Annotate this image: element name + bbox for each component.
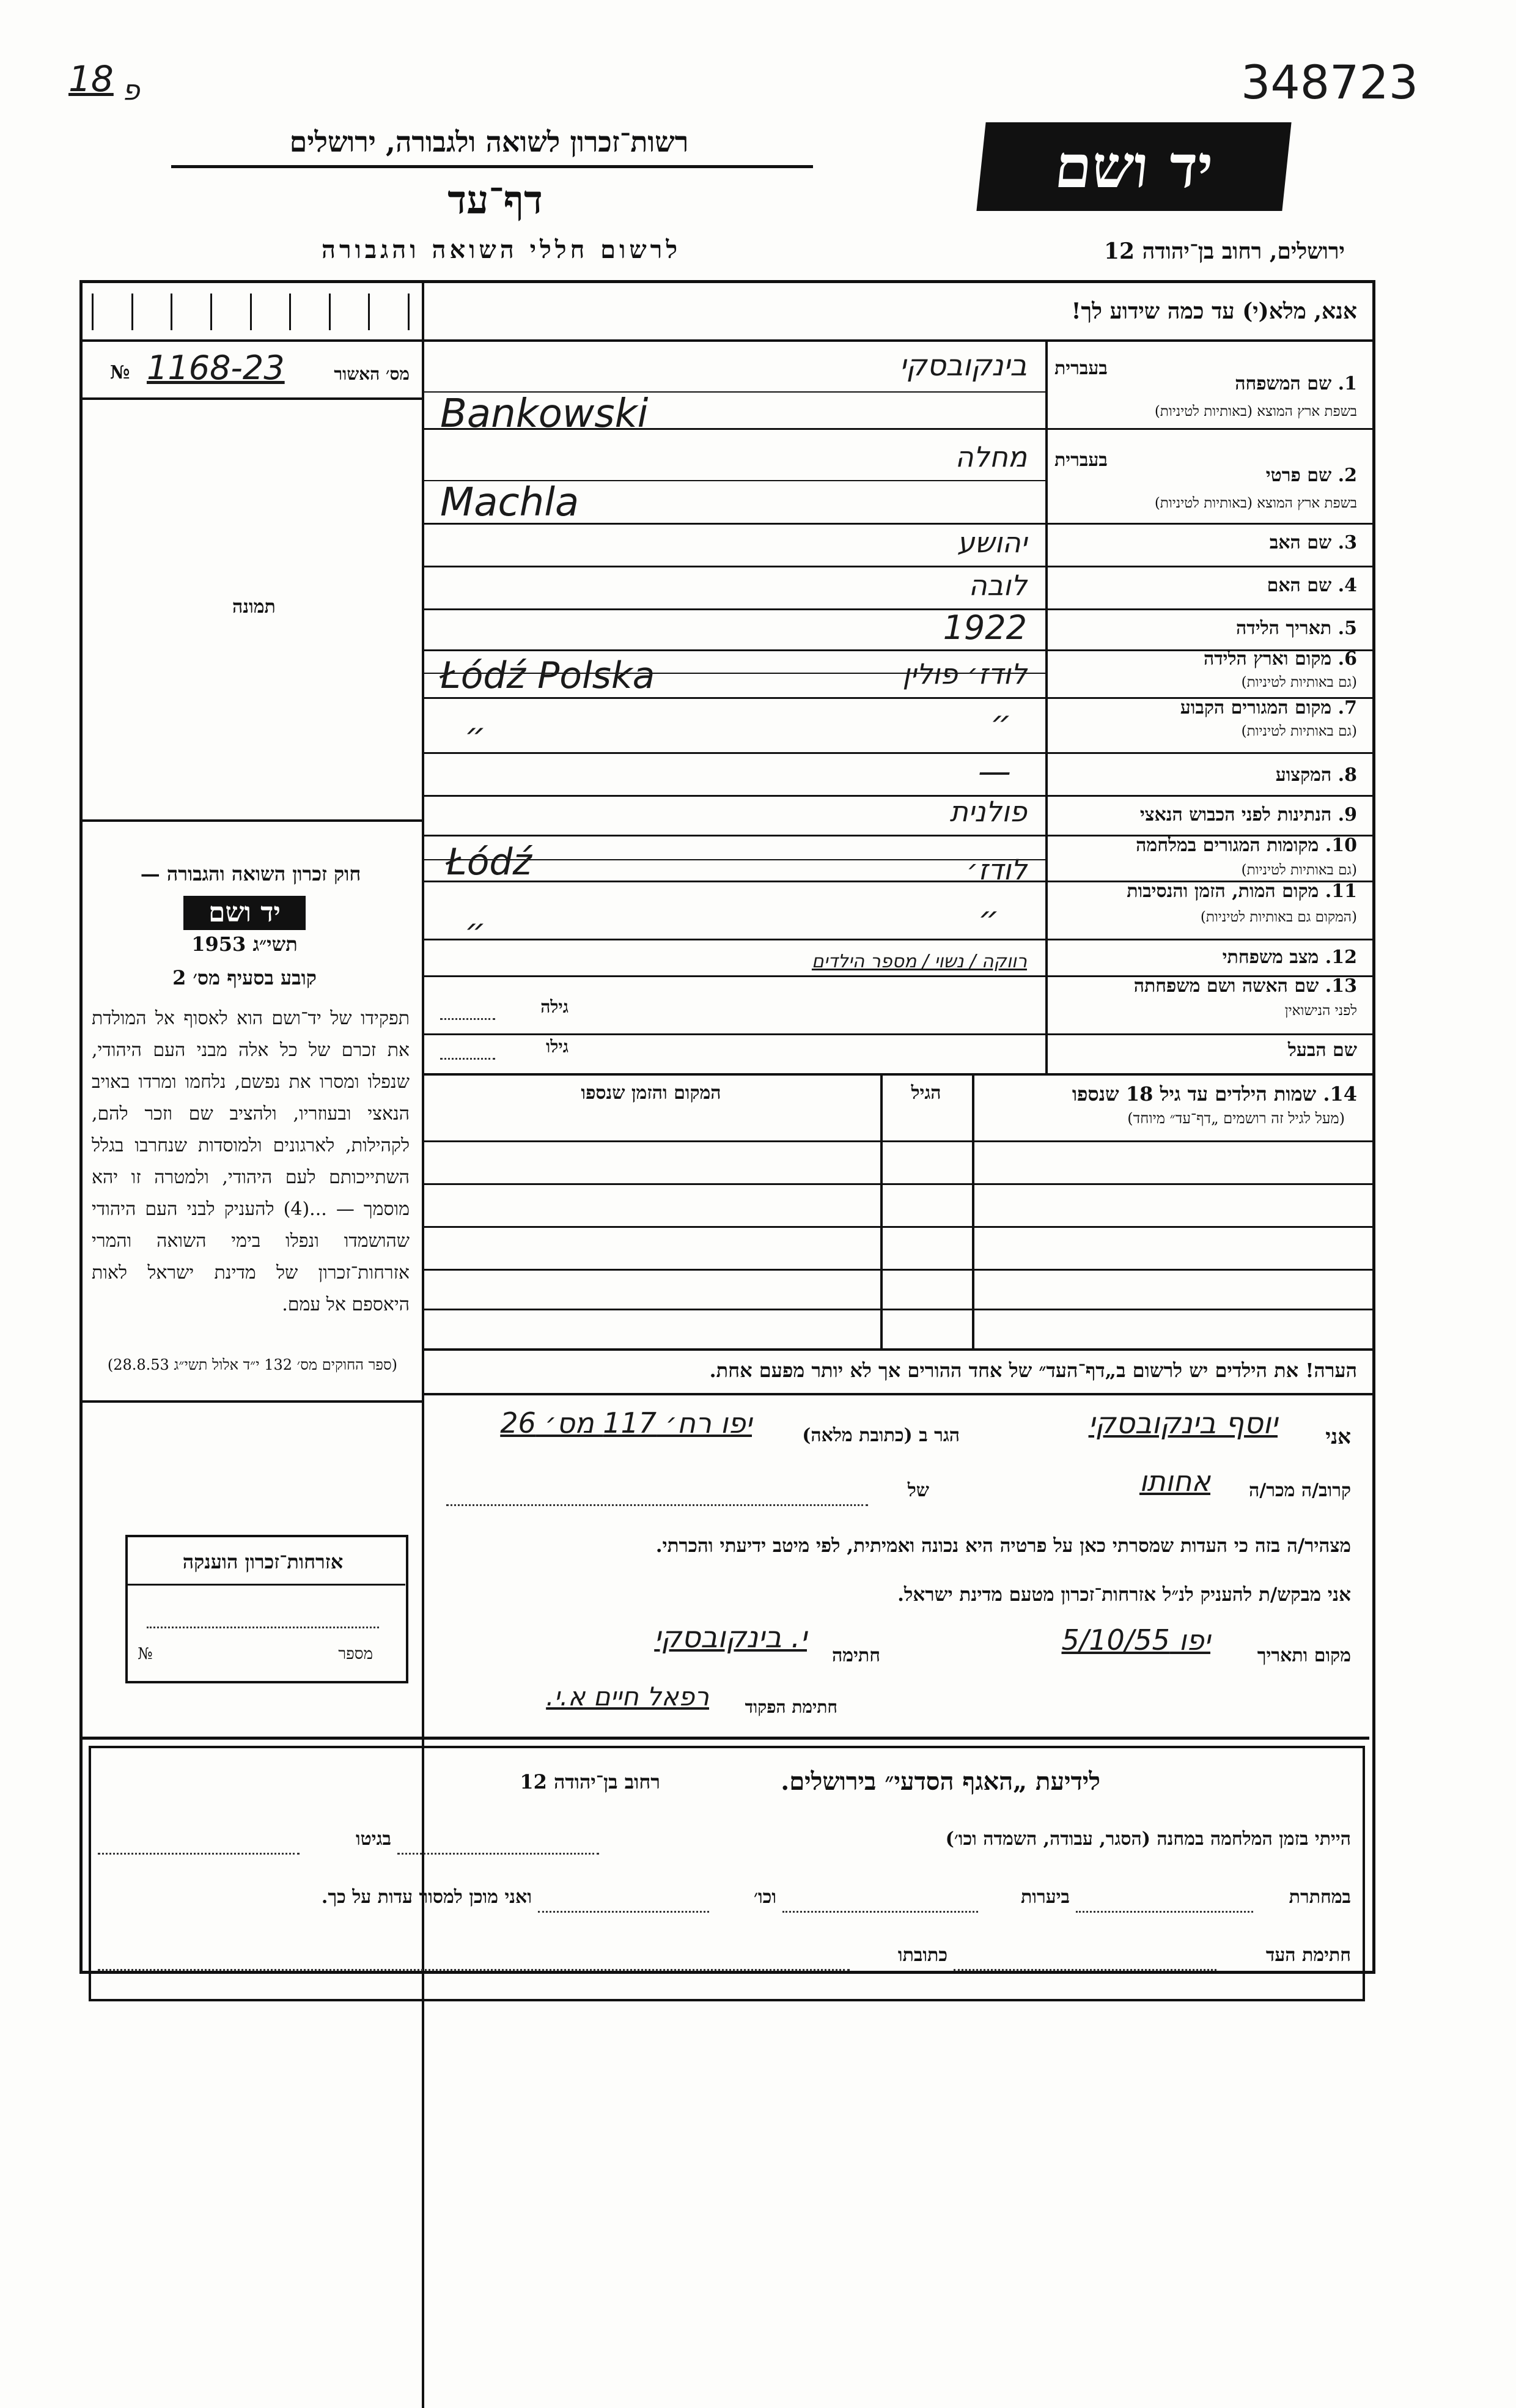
field-sublabel-7: (גם באותיות לטיניות) [1241,723,1357,739]
field-sublabel-13: לפני הנישואין [1284,1003,1357,1019]
form-subtitle: לרשום חללי השואה והגבורה [321,235,682,264]
field-sublabel-2: בשפת ארץ המוצא (באותיות לטיניות) [1154,495,1357,511]
wartime-residence-hebrew: לודז׳ [966,853,1027,886]
field-label-6: 6. מקום וארץ הלידה [1203,648,1357,670]
instruction: אנא, מלא(י) עד כמה שידוע לך! [1071,298,1357,324]
field-label-2: 2. שם פרטי [1265,465,1357,486]
law-year: תשי״ג 1953 [191,933,298,956]
declarant-signature: י. בינקובסקי [654,1620,807,1655]
footer-witness-signature-label: חתימת העד [1265,1944,1351,1966]
footer-forests-label: ביערות [1020,1886,1070,1908]
children-subheader: (מעל לגיל זה רושמים „דף־עד״ מיוחד) [1127,1110,1345,1127]
relation-value: אחותו [1139,1464,1210,1498]
corner-mark-right: פ [122,73,140,106]
yad-vashem-logo: יד ושם [976,122,1291,211]
relation-of: של [907,1480,929,1501]
declarant-name: יוסף בינקובסקי [1088,1406,1278,1441]
footer-witness-address-label: כתובתו [897,1944,948,1966]
hebrew-label-1: בעברית [1054,358,1108,379]
firstname-latin: Machla [440,480,580,525]
children-col-place: המקום והזמן שנספו [581,1082,721,1104]
age-dots [440,1018,495,1020]
signature-label: חתימה [832,1645,880,1666]
birthplace-hebrew: לודז׳ פולין [902,657,1027,690]
form-title: דף־עד [447,177,543,223]
place-date-value: יפו 5/10/55 [1061,1623,1210,1656]
citizenship-value: פולנית [949,795,1027,828]
age-dots [440,1058,495,1060]
certificate-number-label: מספר [338,1645,373,1663]
corner-mark-left: 18 [68,58,114,100]
officer-signature-label: חתימת הפקוד [745,1697,837,1717]
approval-boxes [92,294,410,330]
children-col-age: הגיל [911,1082,941,1104]
archive-number: 348723 [1241,55,1419,109]
footer-title: לידיעת „האגף הסדעי״ בירושלים. [781,1767,1100,1796]
declaration-statement: מצהיר/ה בזה כי העדות שמסרתי כאן על פרטיה היא נכונה ואמיתית, לפי מיטב ידיעתי והכרתי. [655,1535,1351,1557]
field-label-3: 3. שם האב [1269,532,1357,553]
firstname-hebrew: מחלה [955,440,1027,473]
hebrew-label-2: בעברית [1054,449,1108,471]
field-label-13: 13. שם האשה ושם משפחתה [1133,975,1357,997]
row-divider [422,339,1372,341]
row-divider [422,752,1372,754]
surname-hebrew: בינקובסקי [899,349,1027,383]
authority-title: רשות־זכרון לשואה ולגבורה, ירושלים [289,125,689,158]
age-label: גילו [546,1036,568,1057]
surname-latin: Bankowski [440,391,649,437]
footer-camp-label: הייתי בזמן המלחמה במחנה (הסגר, עבודה, השמדה וכו׳) [945,1828,1351,1850]
relative-label: קרוב/ה מכר/ה [1249,1480,1351,1501]
marital-status-value: רווקה / נשוי / מספר הילדים [811,951,1027,972]
field-label-5: 5. תאריך הלידה [1236,618,1357,639]
field-label-9: 9. הנתינות לפני הכבוש הנאצי [1139,804,1357,825]
residence-ditto-1: ״ [465,715,486,754]
wartime-residence-latin: Łódź [446,841,532,884]
certificate-no-sign: № [138,1645,153,1663]
law-title: חוק זכרון השואה והגבורה — [140,862,361,885]
children-header: 14. שמות הילדים עד גיל 18 שנספו [1072,1082,1357,1106]
approval-no-sign: № [110,362,130,383]
approval-label: מס׳ האשור [334,364,410,384]
death-ditto-1: ״ [465,911,486,950]
footer-etc-label: וכו׳ [754,1886,776,1908]
profession-value: — [978,752,1011,791]
field-label-11: 11. מקום המות, הזמן והנסיבות [1127,881,1357,902]
declarant-address: יפו רח׳ 117 מס׳ 26 [500,1406,752,1439]
declaration-request: אני מבקש/ת להעניק לנ״ל אזרחות־זכרון מטעם מדינת ישראל. [897,1584,1351,1606]
row-divider [422,1033,1372,1035]
law-text: תפקידו של יד־ושם הוא לאסוף אל המולדת את זכרם של כל אלה מבני העם היהודי, שנפלו ומסרו את נפשם, נלחמו ומרדו באויב הנאצי ובעוזריו, ולהציב שם וזכר להם, לקהילות, לארגונים ולמוסדות שנחרבו בגלל השתייכותם לעם היהודי, ולמטרה זו יהא מוסמך — ...(4) להעניק לבני העם היהודי שהושמדו ונפלו בימי השואה והמרי אזרחות־זכרון של מדינת ישראל לאות היאספם אל עמם. [92,1008,410,1315]
header-rule [171,165,813,168]
death-ditto-2: ״ [978,899,999,937]
officer-signature: רפאל חיים א.י. [546,1682,709,1712]
field-sublabel-10: (גם באותיות לטיניות) [1241,862,1357,878]
footer-willing-label: ואני מוכן למסור עדות על כך. [321,1886,532,1908]
field-sublabel-6: (גם באותיות לטיניות) [1241,674,1357,690]
address: ירושלים, רחוב בן־יהודה 12 [1103,238,1345,264]
certificate-title: אזרחות־זכרון הוענקה [182,1550,344,1573]
law-logo: יד ושם [183,896,306,930]
approval-number: 1168-23 [147,349,285,387]
field-label-10: 10. מקומות המגורים במלחמה [1136,835,1357,856]
birth-date: 1922 [943,608,1027,647]
mother-name: לובה [968,569,1027,602]
declaration-ani: אני [1325,1425,1351,1449]
children-note: הערה! את הילדים יש לרשום ב„דף־העד״ של אחד ההורים אך לא יותר מפעם אחת. [709,1359,1357,1382]
row-divider [422,566,1372,567]
lives-at-label: הגר ב (כתובת מלאה) [802,1425,960,1446]
footer-ghetto-label: בגיטו [355,1828,391,1850]
field-label-8: 8. המקצוע [1275,764,1357,786]
residence-ditto-2: ״ [990,703,1012,742]
law-clause: קובע בסעיף מס׳ 2 [172,966,317,989]
law-ref: (ספר החוקים מס׳ 132 י״ד אלול תשי״ג 28.8.53) [107,1356,397,1373]
field-label-12: 12. מצב משפחתי [1222,947,1357,968]
father-name: יהושע [957,526,1027,559]
field-label-7: 7. מקום המגורים הקבוע [1180,697,1357,718]
place-date-label: מקום ותאריך [1257,1645,1351,1666]
field-label-4: 4. שם האם [1267,575,1357,596]
field-sublabel-1: בשפת ארץ המוצא (באותיות לטיניות) [1154,404,1357,419]
field-sublabel-11: (המקום גם באותיות לטיניות) [1200,909,1357,925]
field-label-1: 1. שם המשפחה [1235,373,1357,394]
birthplace-latin: Łódź Polska [440,654,655,697]
age-label: גילה [540,997,568,1017]
photo-label: תמונה [232,596,276,618]
field-label-14: שם הבעל [1287,1040,1357,1061]
footer-address: רחוב בן־יהודה 12 [520,1770,660,1793]
row-divider [422,939,1372,940]
footer-underground-label: במחתרת [1289,1886,1351,1908]
